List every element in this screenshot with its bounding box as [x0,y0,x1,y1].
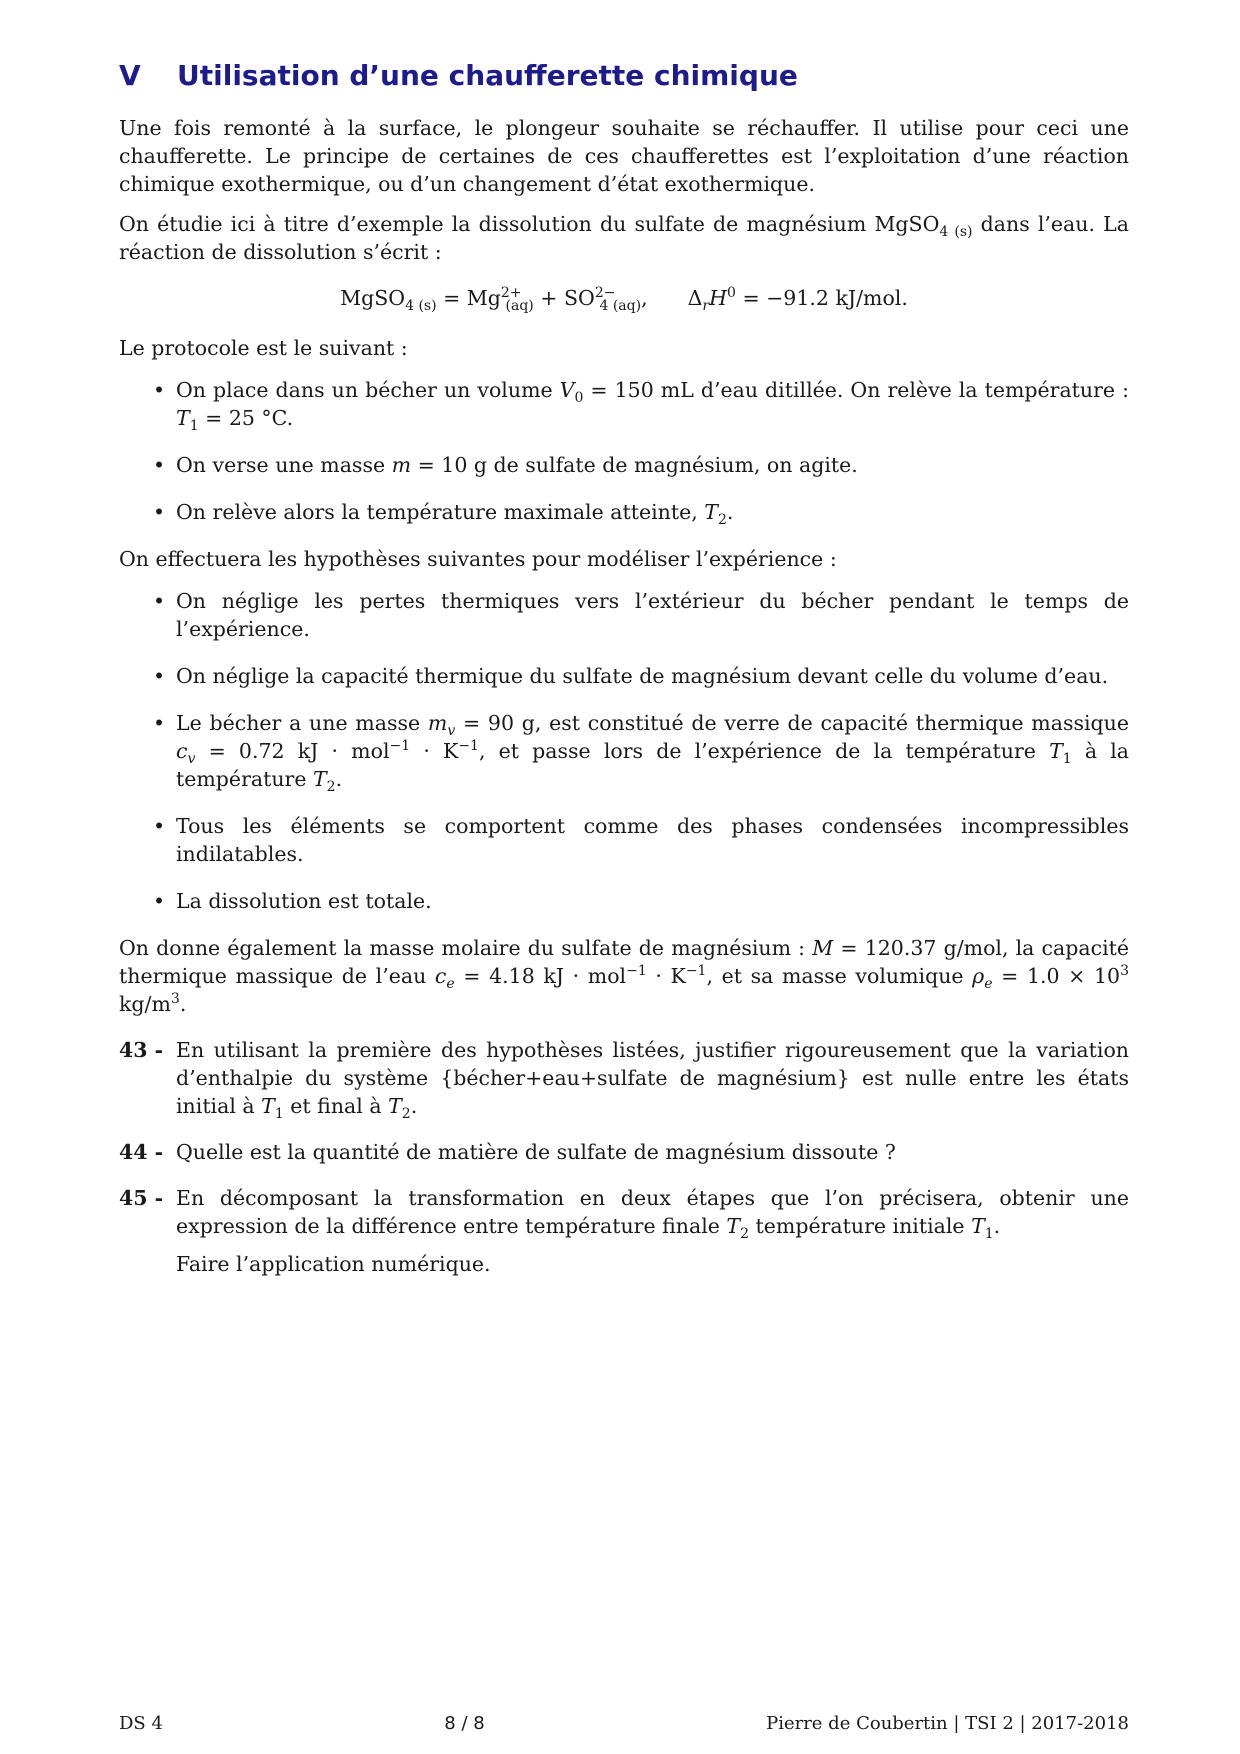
section-title: Utilisation d’une chaufferette chimique [177,59,798,92]
list-item: • On néglige les pertes thermiques vers l’extérieur du bécher pendant le temps de l’expérience. [153,589,1129,641]
list-item: • On verse une masse m = 10 g de sulfate de magnésium, on agite. [153,453,858,477]
protocol-list [119,376,1129,529]
intro-paragraph: Une fois remonté à la surface, le plongeur souhaite se réchauffer. Il utilise pour ceci une chaufferette. Le principe de certaines de ces chaufferettes est l’exploitation d’une réaction chimique exothermique, ou d’un changement d’état exothermique. [119,116,1129,196]
list-item: • Le bécher a une masse $m_v = 90$ g, est constitué de verre de capacité thermique massique $c_v = 0.72$ kJ · $mol^{-1} \cdot K^{-1}$, et passe lors de l’expérience de la température $T_1$ à la température $T_2$. [153,711,1129,796]
protocol-intro: Le protocole est le suivant : [119,336,408,360]
list-item: • Tous les éléments se comportent comme des phases condensées incompressibles indilatables. [153,814,1129,866]
hypotheses-list [119,587,1129,915]
footer-left: DS 4 [119,1713,163,1734]
question-number: 44 - [119,1140,164,1164]
question-number: 43 - [119,1038,164,1062]
question-instruction: Faire l’application numérique. [176,1252,491,1276]
question-44 [119,1138,1129,1166]
page-footer [119,1712,1129,1736]
list-item: • On néglige la capacité thermique du sulfate de magnésium devant celle du volume d’eau. [153,664,1109,688]
list-item: • On relève alors la température maximale atteinte, $T_2$. [153,500,734,529]
list-item: • La dissolution est totale. [153,889,432,913]
section-number: V [119,59,141,92]
question-text: En décomposant la transformation en deux étapes que l’on précisera, obtenir une expression de la différence entre température finale $T_2$ température initiale $T_1$. Faire l’application numérique. [176,1186,1129,1276]
question-45 [119,1184,1129,1278]
footer-right: Pierre de Coubertin | TSI 2 | 2017-2018 [766,1713,1129,1734]
questions-list [119,1036,1129,1278]
list-item: • On place dans un bécher un volume $V_0 = 150$ mL d’eau ditillée. On relève la température : $T_1 = 25$ °C. [153,378,1129,435]
question-number: 45 - [119,1186,164,1210]
dissolution-equation: MgSO$_{4 (s)}$ = $Mg^{2+}_{(aq)} + SO^{2-}_{4 (aq)}$, $\Delta_rH^0 = -91.2$ kJ/mol. [340,285,908,315]
given-data-paragraph: On donne également la masse molaire du sulfate de magnésium : M = 120.37 g/mol, la capacité thermique massique de l’eau $c_e = 4.18$ kJ · $mol^{-1} \cdot K^{-1}$, et sa masse volumique $\rho_e = 1.0 \times 10^3$ $kg/m^3$. [119,936,1130,1016]
question-text: Quelle est la quantité de matière de sulfate de magnésium dissoute ? [176,1140,896,1164]
study-paragraph: On étudie ici à titre d’exemple la dissolution du sulfate de magnésium MgSO$_{4 (s)}$ dans l’eau. La réaction de dissolution s’écrit : [119,212,1129,264]
section-heading [119,56,1129,96]
page-content [119,56,1129,1296]
question-43 [119,1036,1129,1123]
page-number: 8 / 8 [444,1713,485,1734]
question-text: En utilisant la première des hypothèses listées, justifier rigoureusement que la variation d’enthalpie du système {bécher+eau+sulfate de magnésium} est nulle entre les états initial à $T_1$ et final à $T_2$. [176,1038,1129,1123]
hypotheses-intro: On effectuera les hypothèses suivantes pour modéliser l’expérience : [119,547,837,571]
